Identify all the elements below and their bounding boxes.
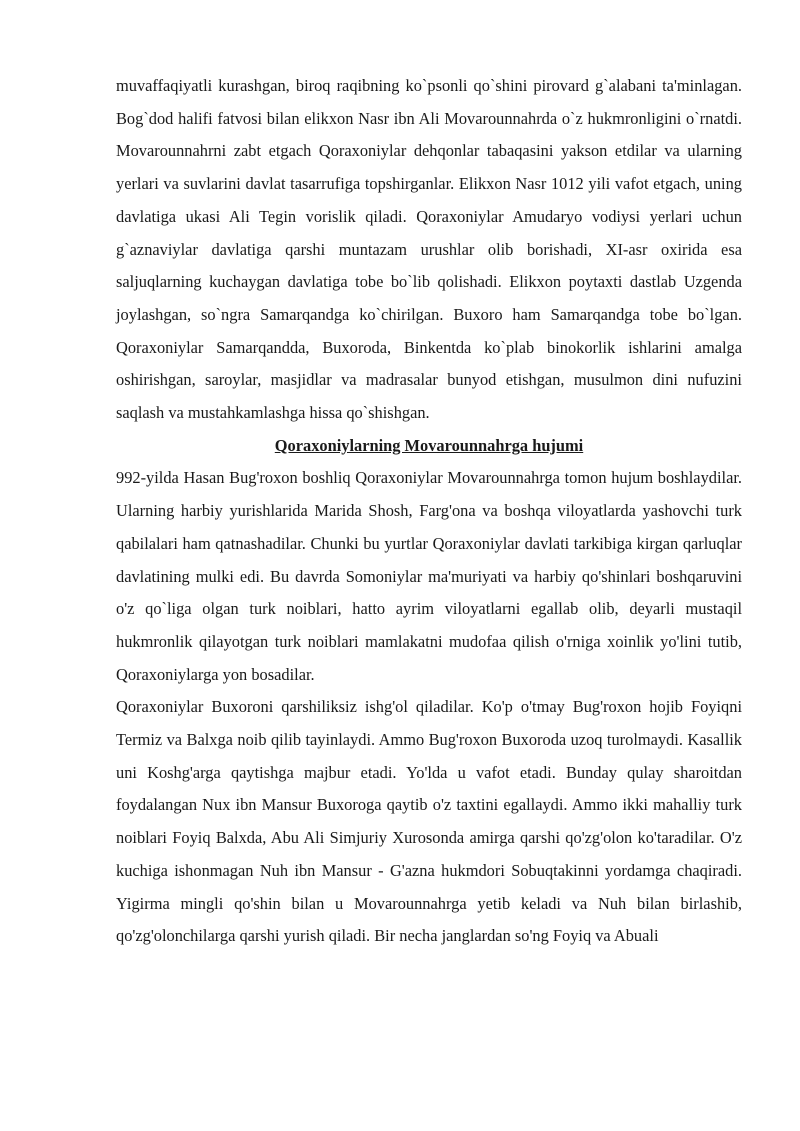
section-heading: Qoraxoniylarning Movarounnahrga hujumi <box>274 435 584 455</box>
body-paragraph-3: Qoraxoniylar Buxoroni qarshiliksiz ishg'ol qiladilar. Ko'p o'tmay Bug'roxon hojib Foyiqni Termiz va Balxga noib qilib tayinlaydi. Ammo Bug'roxon Buxoroda uzoq turolmaydi. Kasallik uni Koshg'arga qaytishga majbur etadi. Yo'lda u vafot etadi. Bunday qulay sharoitdan foydalangan Nux ibn Mansur Buxoroga qaytib o'z taxtini egallaydi. Ammo ikki mahalliy turk noiblari Foyiq Balxda, Abu Ali Simjuriy Xurosonda amirga qarshi qo'zg'olon ko'taradilar. O'z kuchiga ishonmagan Nuh ibn Mansur - G'azna hukmdori Sobuqtakinni yordamga chaqiradi. Yigirma mingli qo'shin bilan u Movarounnahrga yetib keladi va Nuh bilan birlashib, qo'zg'olonchilarga qarshi yurish qiladi. Bir necha janglardan so'ng Foyiq va Abuali <box>116 697 742 946</box>
body-paragraph-2: 992-yilda Hasan Bug'roxon boshliq Qoraxoniylar Movarounnahrga tomon hujum boshlaydilar. Ularning harbiy yurishlarida Marida Shosh, Farg'ona va boshqa viloyatlarda yashovchi turk qabilalari ham qatnashadilar. Chunki bu yurtlar Qoraxoniylar davlati tarkibiga kirgan qarluqlar davlatining mulki edi. Bu davrda Somoniylar ma'muriyati va harbiy qo'shinlari boshqaruvini o'z qo`liga olgan turk noiblari, hatto ayrim viloyatlarni egallab olib, deyarli mustaqil hukmronlik qilayotgan turk noiblari mamlakatni mudofaa qilish o'rniga xoinlik yo'lini tutib, Qoraxoniylarga yon bosadilar. <box>116 468 742 684</box>
document-page <box>116 70 742 953</box>
body-paragraph-1: muvaffaqiyatli kurashgan, biroq raqibning ko`psonli qo`shini pirovard g`alabani ta'minlagan. Bog`dod halifi fatvosi bilan elikxon Nasr ibn Ali Movarounnahrda o`z hukmronligini o`rnatdi. Movarounnahrni zabt etgach Qoraxoniylar dehqonlar tabaqasini yakson etdilar va ularning yerlari va suvlarini davlat tasarrufiga topshirganlar. Elikxon Nasr 1012 yili vafot etgach, uning davlatiga ukasi Ali Tegin vorislik qiladi. Qoraxoniylar Amudaryo vodiysi yerlari uchun g`aznaviylar davlatiga qarshi muntazam urushlar olib borishadi, XI-asr oxirida esa saljuqlarning kuchaygan davlatiga tobe bo`lib qolishadi. Elikxon poytaxti dastlab Uzgenda joylashgan, so`ngra Samarqandga ko`chirilgan. Buxoro ham Samarqandga tobe bo`lgan. Qoraxoniylar Samarqandda, Buxoroda, Binkentda ko`plab binokorlik ishlarini amalga oshirishgan, saroylar, masjidlar va madrasalar bunyod etishgan, musulmon dini nufuzini saqlash va mustahkamlashga hissa qo`shishgan. <box>116 76 742 423</box>
